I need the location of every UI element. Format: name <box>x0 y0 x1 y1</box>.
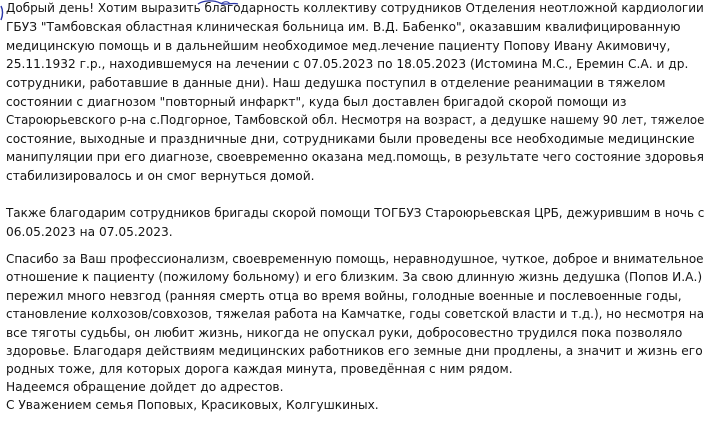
text-line: 25.11.1932 г.р., находившемуся на лечении с 07.05.2023 по 18.05.2023 (Истомина М.С., Еремин С.А. и др. <box>6 57 689 71</box>
text-line: родных тоже, для которых дорога каждая минута, проведённая с ним рядом. <box>6 362 513 376</box>
signature-line: С Уважением семья Поповых, Красиковых, Колгушкиных. <box>6 398 379 412</box>
text-line: стабилизировалось и он смог вернуться домой. <box>6 169 315 183</box>
text-line: медицинскую помощь и в дальнейшим необходимое мед.лечение пациенту Попову Ивану Акимовичу, <box>6 39 671 53</box>
text-line: сотрудники, работавшие в данные дни). Наш дедушка поступил в отделение реанимации в тяжелом <box>6 76 666 90</box>
text-line: Также благодарим сотрудников бригады скорой помощи ТОГБУЗ Староюрьевская ЦРБ, дежурившим в ночь с <box>6 206 705 220</box>
text-line: все тяготы судьбы, он любит жизнь, никогда не опускал руки, добросовестно трудился пока позволяло <box>6 326 683 340</box>
text-line: становление колхозов/совхозов, тяжелая работа на Камчатке, годы советской власти и т.д.), но несмотря на <box>6 307 705 321</box>
text-line: отношение к пациенту (пожилому больному) и его близким. За свою длинную жизнь дедушка (Попов И.А.) <box>6 270 703 284</box>
text-line: Добрый день! Хотим выразить благодарность коллективу сотрудников Отделения неотложной кардиологии <box>6 1 704 15</box>
text-line: состояние, выходные и праздничные дни, сотрудниками были проведены все необходимые медицинские <box>6 132 695 146</box>
text-line: здоровье. Благодаря действиям медицинских работников его земные дни продлены, а значит и жизнь его <box>6 344 703 358</box>
closing-hope-line: Надеемся обращение дойдет до адрестов. <box>6 380 284 394</box>
text-line: состоянии с диагнозом "повторный инфаркт", куда был доставлен бригадой скорой помощи из <box>6 95 627 109</box>
text-line: 06.05.2023 на 07.05.2023. <box>6 225 173 239</box>
text-line: манипуляции при его диагнозе, своевременно оказана мед.помощь, в результате чего состояние здоровья <box>6 150 704 164</box>
text-line: Староюрьевского р-на с.Подгорное, Тамбовской обл. Несмотря на возраст, а дедушке нашему 90 лет, тяжелое <box>6 113 705 127</box>
text-line: Спасибо за Ваш профессионализм, своевременную помощь, неравнодушное, чуткое, доброе и внимательное <box>6 252 704 266</box>
text-line: пережил много невзгод (ранняя смерть отца во время войны, голодные военные и послевоенные годы, <box>6 289 682 303</box>
text-line: ГБУЗ "Тамбовская областная клиническая больница им. В.Д. Бабенко", оказавшим квалифицированную <box>6 20 681 34</box>
